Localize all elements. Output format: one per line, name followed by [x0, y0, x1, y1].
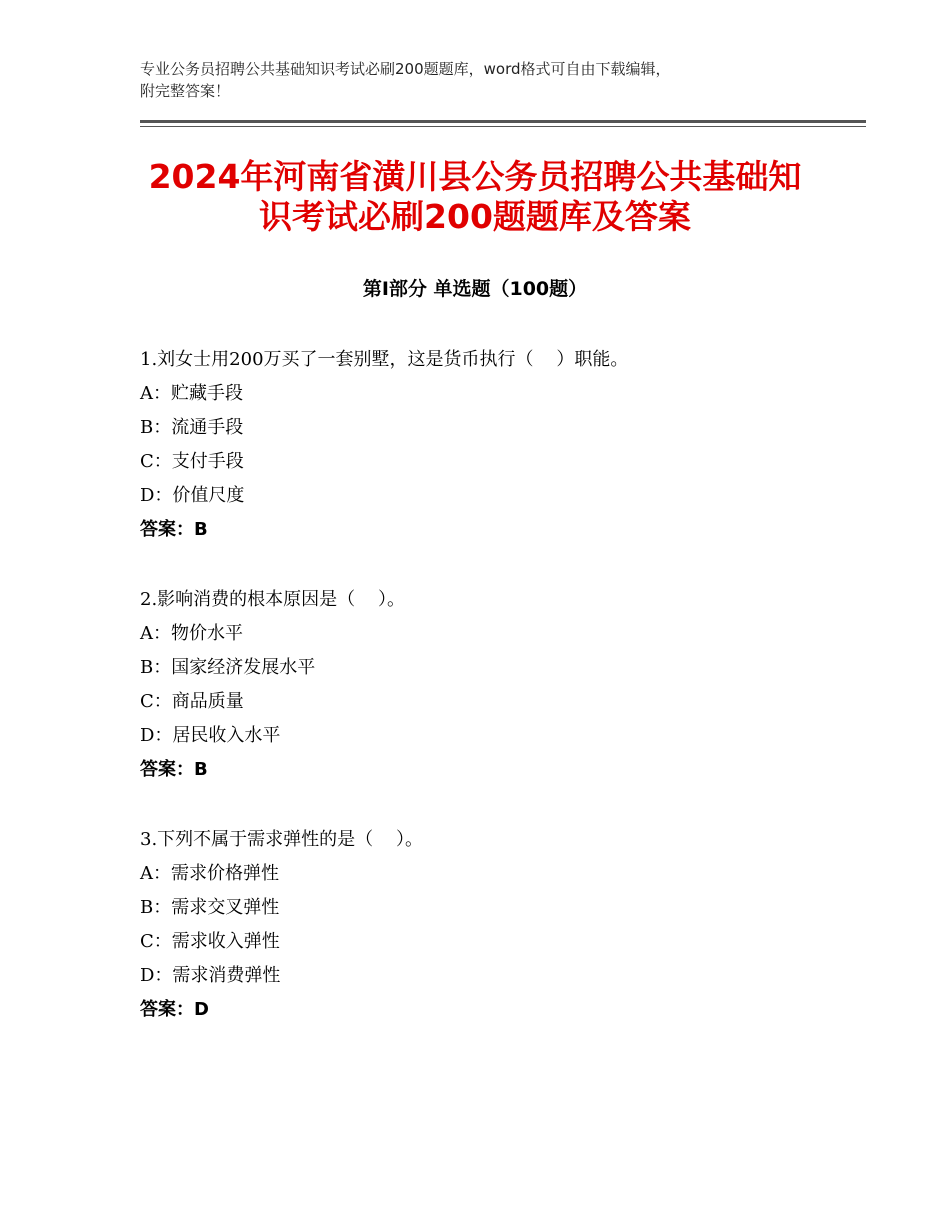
option-a: A：物价水平: [140, 623, 243, 644]
answer-label: 答案：D: [140, 999, 209, 1020]
header-divider-thin: [140, 126, 866, 127]
question-stem: 2.影响消费的根本原因是（ ）。: [140, 589, 406, 610]
header-note-line: 专业公务员招聘公共基础知识考试必刷200题题库，word格式可自由下载编辑，: [140, 60, 671, 78]
option-b: B：国家经济发展水平: [140, 657, 316, 678]
document-title-line: 2024年河南省潢川县公务员招聘公共基础知: [148, 157, 802, 196]
section-heading: 第Ⅰ部分 单选题（100题）: [362, 278, 588, 300]
question-stem: 3.下列不属于需求弹性的是（ ）。: [140, 829, 424, 850]
answer-label: 答案：B: [140, 759, 208, 780]
option-b: B：需求交叉弹性: [140, 897, 280, 918]
option-c: C：商品质量: [140, 691, 244, 712]
question-2: [140, 583, 860, 787]
header-note: [140, 58, 840, 102]
question-3: [140, 823, 860, 1027]
option-a: A：贮藏手段: [140, 383, 243, 404]
option-d: D：价值尺度: [140, 485, 245, 506]
header-divider: [140, 120, 866, 123]
option-a: A：需求价格弹性: [140, 863, 279, 884]
question-1: [140, 343, 860, 547]
question-stem: 1.刘女士用200万买了一套别墅，这是货币执行（ ）职能。: [140, 349, 629, 370]
option-c: C：需求收入弹性: [140, 931, 280, 952]
option-c: C：支付手段: [140, 451, 244, 472]
document-title: [110, 157, 840, 237]
answer-label: 答案：B: [140, 519, 208, 540]
option-b: B：流通手段: [140, 417, 244, 438]
header-note-line: 附完整答案！: [140, 82, 231, 100]
document-title-line: 识考试必刷200题题库及答案: [259, 197, 691, 236]
option-d: D：居民收入水平: [140, 725, 281, 746]
option-d: D：需求消费弹性: [140, 965, 281, 986]
question-list: [140, 343, 860, 1063]
